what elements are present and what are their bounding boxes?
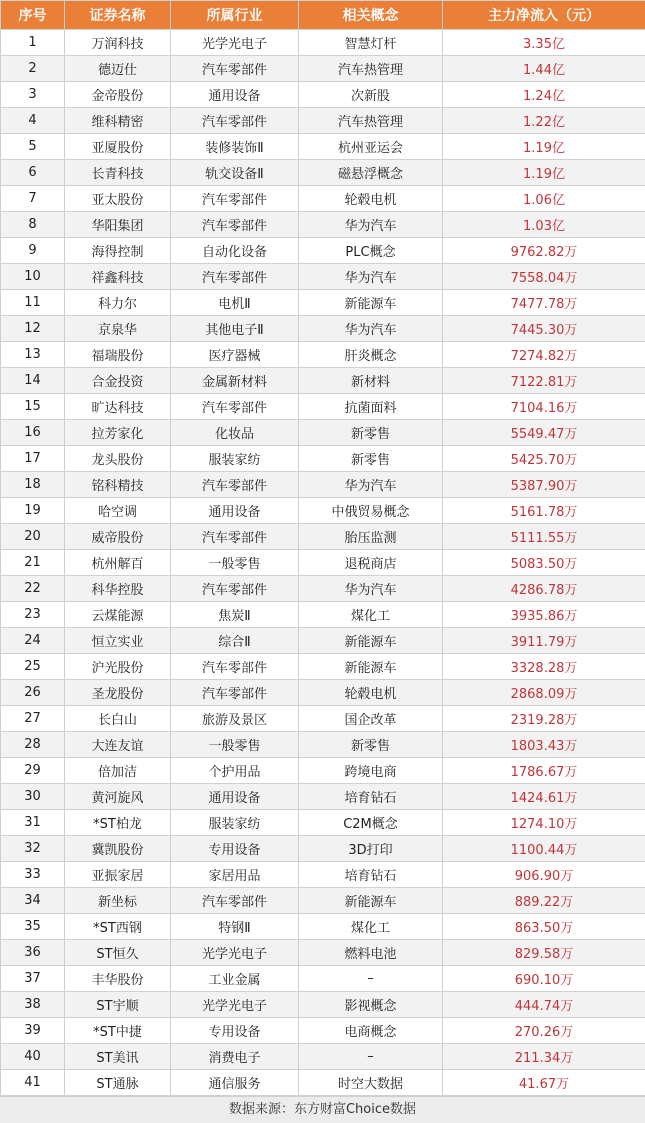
cell-net-inflow: 1274.10万 [443,810,645,836]
table-row [1,134,645,160]
cell-index: 5 [1,134,65,160]
cell-security-name: 龙头股份 [65,446,171,472]
cell-industry: 光学光电子 [171,30,299,56]
cell-industry: 通信服务 [171,1070,299,1096]
cell-industry: 服装家纺 [171,810,299,836]
cell-index: 19 [1,498,65,524]
cell-industry: 旅游及景区 [171,706,299,732]
cell-concept: 培育钻石 [299,862,443,888]
cell-security-name: 旷达科技 [65,394,171,420]
cell-index: 2 [1,56,65,82]
cell-security-name: 合金投资 [65,368,171,394]
cell-net-inflow: 889.22万 [443,888,645,914]
cell-security-name: ST宇顺 [65,992,171,1018]
cell-index: 30 [1,784,65,810]
cell-net-inflow: 444.74万 [443,992,645,1018]
cell-industry: 专用设备 [171,1018,299,1044]
cell-concept: 华为汽车 [299,576,443,602]
cell-index: 24 [1,628,65,654]
cell-concept: 新能源车 [299,888,443,914]
cell-index: 26 [1,680,65,706]
cell-index: 14 [1,368,65,394]
cell-index: 8 [1,212,65,238]
cell-concept: 退税商店 [299,550,443,576]
cell-industry: 汽车零部件 [171,394,299,420]
cell-concept: 轮毂电机 [299,680,443,706]
cell-concept: 新能源车 [299,290,443,316]
cell-index: 23 [1,602,65,628]
cell-security-name: 长青科技 [65,160,171,186]
cell-index: 34 [1,888,65,914]
cell-industry: 光学光电子 [171,940,299,966]
table-row [1,186,645,212]
cell-security-name: 冀凯股份 [65,836,171,862]
cell-security-name: 云煤能源 [65,602,171,628]
table-row [1,160,645,186]
cell-security-name: 丰华股份 [65,966,171,992]
header-industry: 所属行业 [171,1,299,30]
header-security-name: 证券名称 [65,1,171,30]
table-row [1,82,645,108]
cell-concept: 中俄贸易概念 [299,498,443,524]
header-concept: 相关概念 [299,1,443,30]
cell-net-inflow: 7274.82万 [443,342,645,368]
cell-net-inflow: 2319.28万 [443,706,645,732]
cell-industry: 化妆品 [171,420,299,446]
cell-concept: 磁悬浮概念 [299,160,443,186]
header-net-inflow: 主力净流入（元） [443,1,645,30]
table-row [1,992,645,1018]
cell-net-inflow: 7477.78万 [443,290,645,316]
cell-security-name: 万润科技 [65,30,171,56]
cell-index: 17 [1,446,65,472]
cell-index: 39 [1,1018,65,1044]
cell-concept: 电商概念 [299,1018,443,1044]
cell-net-inflow: 9762.82万 [443,238,645,264]
cell-security-name: 福瑞股份 [65,342,171,368]
cell-concept: 杭州亚运会 [299,134,443,160]
table-row [1,1018,645,1044]
cell-security-name: 恒立实业 [65,628,171,654]
cell-security-name: 杭州解百 [65,550,171,576]
cell-net-inflow: 829.58万 [443,940,645,966]
cell-industry: 工业金属 [171,966,299,992]
cell-net-inflow: 5387.90万 [443,472,645,498]
table-row [1,472,645,498]
cell-industry: 轨交设备Ⅱ [171,160,299,186]
cell-security-name: 威帝股份 [65,524,171,550]
cell-index: 27 [1,706,65,732]
cell-net-inflow: 41.67万 [443,1070,645,1096]
cell-industry: 一般零售 [171,732,299,758]
cell-index: 12 [1,316,65,342]
cell-industry: 汽车零部件 [171,576,299,602]
cell-index: 41 [1,1070,65,1096]
table-row [1,732,645,758]
cell-industry: 汽车零部件 [171,472,299,498]
data-source-note: 数据来源：东方财富Choice数据 [0,1096,645,1123]
cell-security-name: 圣龙股份 [65,680,171,706]
cell-security-name: 黄河旋风 [65,784,171,810]
table-row [1,654,645,680]
cell-industry: 个护用品 [171,758,299,784]
cell-security-name: *ST西钢 [65,914,171,940]
cell-industry: 汽车零部件 [171,212,299,238]
cell-industry: 金属新材料 [171,368,299,394]
cell-concept: 煤化工 [299,602,443,628]
cell-industry: 服装家纺 [171,446,299,472]
cell-net-inflow: 1100.44万 [443,836,645,862]
cell-index: 35 [1,914,65,940]
cell-net-inflow: 7104.16万 [443,394,645,420]
cell-concept: 轮毂电机 [299,186,443,212]
cell-industry: 消费电子 [171,1044,299,1070]
cell-concept: 跨境电商 [299,758,443,784]
cell-index: 40 [1,1044,65,1070]
cell-net-inflow: 4286.78万 [443,576,645,602]
table-row [1,966,645,992]
cell-security-name: *ST中捷 [65,1018,171,1044]
cell-concept: 华为汽车 [299,316,443,342]
cell-index: 28 [1,732,65,758]
table-row [1,576,645,602]
cell-index: 25 [1,654,65,680]
cell-industry: 汽车零部件 [171,108,299,134]
cell-index: 36 [1,940,65,966]
cell-concept: 燃料电池 [299,940,443,966]
cell-concept: 国企改革 [299,706,443,732]
cell-net-inflow: 3.35亿 [443,30,645,56]
table-row [1,238,645,264]
table-row [1,394,645,420]
cell-industry: 综合Ⅱ [171,628,299,654]
table-header-row [1,1,645,30]
cell-industry: 汽车零部件 [171,264,299,290]
table-row [1,862,645,888]
cell-index: 4 [1,108,65,134]
cell-concept: 抗菌面料 [299,394,443,420]
cell-concept: 华为汽车 [299,472,443,498]
cell-index: 7 [1,186,65,212]
table-row [1,1070,645,1096]
table-row [1,368,645,394]
cell-security-name: 京泉华 [65,316,171,342]
cell-security-name: 华阳集团 [65,212,171,238]
cell-net-inflow: 1424.61万 [443,784,645,810]
cell-index: 31 [1,810,65,836]
cell-index: 13 [1,342,65,368]
cell-industry: 装修装饰Ⅱ [171,134,299,160]
cell-concept: 新零售 [299,420,443,446]
cell-index: 29 [1,758,65,784]
cell-industry: 其他电子Ⅱ [171,316,299,342]
header-index: 序号 [1,1,65,30]
cell-index: 1 [1,30,65,56]
cell-security-name: 铭科精技 [65,472,171,498]
cell-net-inflow: 5161.78万 [443,498,645,524]
cell-concept: 智慧灯杆 [299,30,443,56]
table-row [1,784,645,810]
cell-index: 22 [1,576,65,602]
cell-index: 15 [1,394,65,420]
cell-net-inflow: 5425.70万 [443,446,645,472]
cell-concept: 新零售 [299,732,443,758]
cell-industry: 专用设备 [171,836,299,862]
cell-concept: 影视概念 [299,992,443,1018]
cell-concept: 新能源车 [299,628,443,654]
cell-index: 38 [1,992,65,1018]
cell-index: 18 [1,472,65,498]
table-row [1,56,645,82]
cell-index: 16 [1,420,65,446]
cell-concept: – [299,966,443,992]
cell-industry: 汽车零部件 [171,56,299,82]
cell-security-name: 亚太股份 [65,186,171,212]
cell-security-name: 维科精密 [65,108,171,134]
cell-index: 20 [1,524,65,550]
cell-index: 21 [1,550,65,576]
table-row [1,836,645,862]
cell-industry: 焦炭Ⅱ [171,602,299,628]
cell-security-name: 德迈仕 [65,56,171,82]
cell-industry: 特钢Ⅱ [171,914,299,940]
cell-net-inflow: 270.26万 [443,1018,645,1044]
cell-security-name: 新坐标 [65,888,171,914]
cell-industry: 汽车零部件 [171,186,299,212]
cell-index: 33 [1,862,65,888]
cell-net-inflow: 1.06亿 [443,186,645,212]
cell-industry: 一般零售 [171,550,299,576]
cell-security-name: 科力尔 [65,290,171,316]
table-row [1,680,645,706]
cell-concept: 汽车热管理 [299,108,443,134]
cell-security-name: 祥鑫科技 [65,264,171,290]
cell-security-name: ST通脉 [65,1070,171,1096]
cell-net-inflow: 3911.79万 [443,628,645,654]
table-row [1,940,645,966]
cell-concept: 肝炎概念 [299,342,443,368]
cell-index: 32 [1,836,65,862]
cell-industry: 医疗器械 [171,342,299,368]
cell-net-inflow: 1.19亿 [443,160,645,186]
cell-net-inflow: 2868.09万 [443,680,645,706]
cell-industry: 家居用品 [171,862,299,888]
cell-net-inflow: 5549.47万 [443,420,645,446]
cell-concept: 胎压监测 [299,524,443,550]
cell-net-inflow: 1.22亿 [443,108,645,134]
cell-concept: PLC概念 [299,238,443,264]
cell-concept: 时空大数据 [299,1070,443,1096]
cell-industry: 汽车零部件 [171,524,299,550]
cell-concept: 3D打印 [299,836,443,862]
cell-industry: 通用设备 [171,784,299,810]
cell-net-inflow: 1.03亿 [443,212,645,238]
cell-concept: 新零售 [299,446,443,472]
table-row [1,446,645,472]
table-row [1,290,645,316]
cell-industry: 光学光电子 [171,992,299,1018]
cell-net-inflow: 863.50万 [443,914,645,940]
cell-concept: 华为汽车 [299,212,443,238]
table-row [1,30,645,56]
cell-index: 10 [1,264,65,290]
cell-concept: 汽车热管理 [299,56,443,82]
cell-industry: 汽车零部件 [171,888,299,914]
cell-index: 3 [1,82,65,108]
cell-net-inflow: 1.24亿 [443,82,645,108]
cell-index: 9 [1,238,65,264]
cell-net-inflow: 690.10万 [443,966,645,992]
table-row [1,264,645,290]
cell-concept: – [299,1044,443,1070]
table-row [1,628,645,654]
cell-security-name: *ST柏龙 [65,810,171,836]
cell-security-name: 金帝股份 [65,82,171,108]
cell-net-inflow: 211.34万 [443,1044,645,1070]
cell-concept: 煤化工 [299,914,443,940]
table-row [1,888,645,914]
table-row [1,602,645,628]
cell-security-name: 沪光股份 [65,654,171,680]
cell-net-inflow: 1786.67万 [443,758,645,784]
cell-security-name: 海得控制 [65,238,171,264]
cell-security-name: ST美讯 [65,1044,171,1070]
table-row [1,524,645,550]
cell-net-inflow: 3328.28万 [443,654,645,680]
cell-net-inflow: 7445.30万 [443,316,645,342]
cell-security-name: ST恒久 [65,940,171,966]
table-row [1,810,645,836]
table-row [1,342,645,368]
cell-index: 6 [1,160,65,186]
cell-concept: 培育钻石 [299,784,443,810]
cell-security-name: 科华控股 [65,576,171,602]
table-row [1,498,645,524]
cell-industry: 通用设备 [171,498,299,524]
cell-security-name: 大连友谊 [65,732,171,758]
table-row [1,212,645,238]
table-row [1,550,645,576]
cell-net-inflow: 906.90万 [443,862,645,888]
cell-concept: C2M概念 [299,810,443,836]
cell-net-inflow: 5111.55万 [443,524,645,550]
cell-security-name: 亚厦股份 [65,134,171,160]
cell-security-name: 长白山 [65,706,171,732]
cell-security-name: 哈空调 [65,498,171,524]
table-row [1,706,645,732]
cell-industry: 汽车零部件 [171,654,299,680]
table-row [1,758,645,784]
table-row [1,914,645,940]
table-row [1,1044,645,1070]
cell-index: 11 [1,290,65,316]
cell-net-inflow: 1.44亿 [443,56,645,82]
cell-net-inflow: 1.19亿 [443,134,645,160]
cell-net-inflow: 1803.43万 [443,732,645,758]
cell-net-inflow: 7122.81万 [443,368,645,394]
cell-concept: 次新股 [299,82,443,108]
cell-concept: 华为汽车 [299,264,443,290]
cell-index: 37 [1,966,65,992]
table-row [1,316,645,342]
cell-industry: 电机Ⅱ [171,290,299,316]
cell-security-name: 倍加洁 [65,758,171,784]
cell-concept: 新材料 [299,368,443,394]
cell-security-name: 亚振家居 [65,862,171,888]
cell-net-inflow: 7558.04万 [443,264,645,290]
cell-net-inflow: 5083.50万 [443,550,645,576]
cell-security-name: 拉芳家化 [65,420,171,446]
cell-industry: 汽车零部件 [171,680,299,706]
table-body [1,30,645,1096]
cell-industry: 通用设备 [171,82,299,108]
table-row [1,108,645,134]
cell-industry: 自动化设备 [171,238,299,264]
cell-concept: 新能源车 [299,654,443,680]
cell-net-inflow: 3935.86万 [443,602,645,628]
table-row [1,420,645,446]
